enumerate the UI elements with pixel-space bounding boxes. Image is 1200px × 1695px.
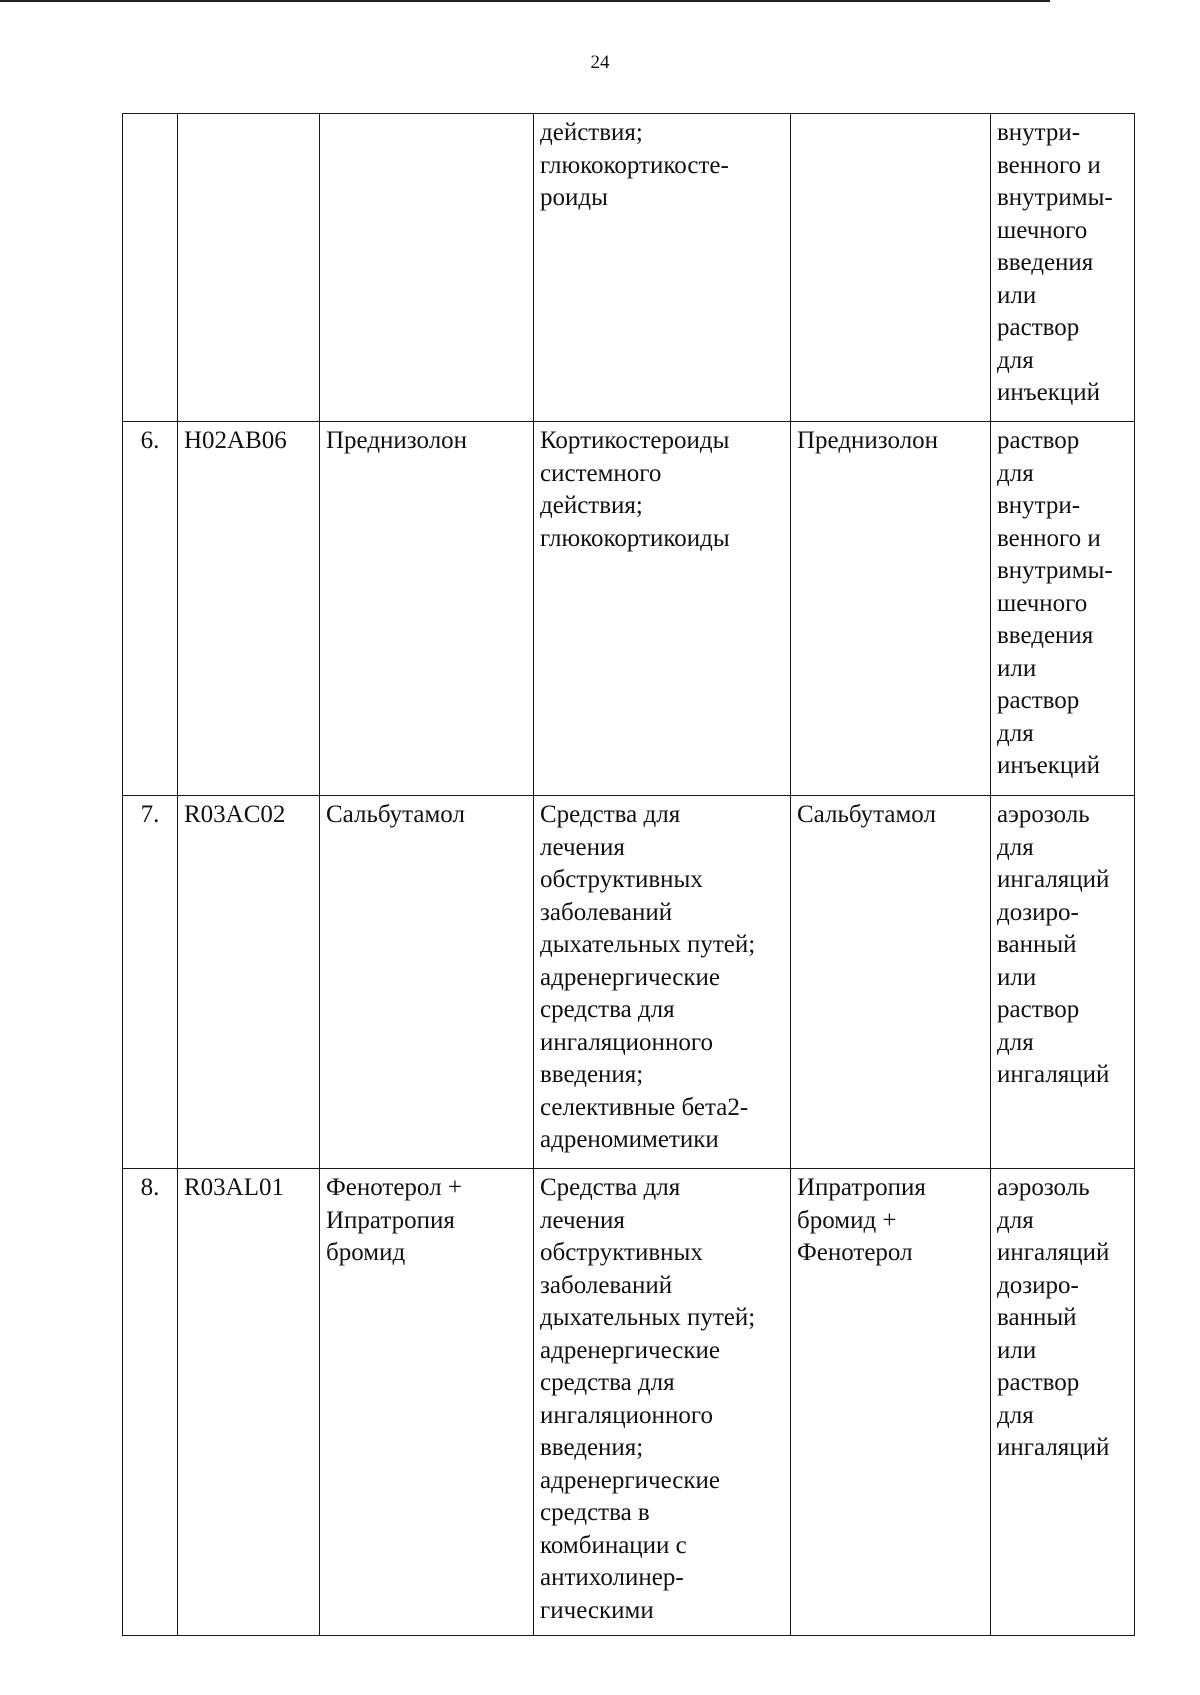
cell-line: средства для (540, 996, 675, 1023)
atc-code-cell: R03AC02 (178, 796, 320, 1169)
pharm-group-cell (534, 1169, 791, 1636)
cell-line: раствор (997, 314, 1080, 341)
trade-name-cell (791, 796, 991, 1169)
cell-line: бромид (326, 1239, 406, 1266)
cell-line: ингаляций (997, 1239, 1110, 1266)
cell-line: аэрозоль (997, 1174, 1090, 1201)
dosage-form-cell (991, 796, 1135, 1169)
cell-line: лечения (540, 833, 625, 861)
cell-line: введения (997, 622, 1094, 649)
cell-line: адренергические (540, 963, 721, 991)
cell-line: инъекций (997, 379, 1101, 406)
table-row (123, 422, 1135, 796)
cell-line: средства для (540, 1369, 675, 1396)
cell-line: адренергические (540, 1336, 721, 1364)
dosage-form-cell (991, 114, 1135, 422)
table-row (123, 796, 1135, 1169)
cell-line: глюкокортикоиды (540, 524, 730, 552)
cell-line: бромид + (797, 1206, 897, 1234)
cell-line: комбинации с (540, 1531, 687, 1559)
cell-line: антихолинер- (540, 1564, 684, 1591)
cell-line: внутримы- (997, 557, 1113, 584)
drug-table (122, 113, 1135, 1636)
trade-name-cell (791, 1169, 991, 1636)
cell-line: ингаляций (997, 866, 1110, 893)
cell-line: шечного (997, 589, 1088, 617)
drug-name-cell (320, 796, 534, 1169)
cell-line: средства в (540, 1499, 650, 1526)
page-number: 24 (590, 52, 610, 73)
cell-line: Сальбутамол (797, 801, 936, 828)
cell-line: глюкокортикосте- (540, 151, 729, 179)
row-number-cell: 8. (123, 1169, 178, 1636)
dosage-form-cell (991, 1169, 1135, 1636)
cell-line: для (997, 1206, 1034, 1234)
cell-line: венного и (997, 151, 1101, 179)
cell-line: Кортикостероиды (540, 427, 730, 454)
cell-line: раствор (997, 687, 1080, 714)
cell-line: введения; (540, 1061, 644, 1088)
cell-line: Фенотерол + (326, 1174, 462, 1201)
cell-line: Сальбутамол (326, 801, 465, 828)
pharm-group-cell (534, 796, 791, 1169)
atc-code-cell: H02AB06 (178, 422, 320, 796)
atc-code-cell: R03AL01 (178, 1169, 320, 1636)
cell-line: раствор (997, 427, 1080, 454)
cell-line: инъекций (997, 752, 1101, 779)
pharm-group-cell (534, 114, 791, 422)
cell-line: шечного (997, 216, 1088, 244)
trade-name-cell (791, 114, 991, 422)
cell-line: введения; (540, 1434, 644, 1461)
cell-line: ингаляционного (540, 1401, 713, 1429)
cell-line: введения (997, 249, 1094, 276)
cell-line: Средства для (540, 801, 681, 828)
cell-line: ванный (997, 1304, 1077, 1331)
cell-line: или (997, 1336, 1037, 1364)
cell-line: аэрозоль (997, 801, 1090, 828)
cell-line: внутримы- (997, 184, 1113, 211)
cell-line: дозиро- (997, 898, 1079, 926)
cell-line: для (997, 346, 1034, 374)
cell-line: действия; (540, 119, 643, 146)
row-number-cell: 7. (123, 796, 178, 1169)
cell-line: заболеваний (540, 1271, 673, 1299)
cell-line: ингаляционного (540, 1028, 713, 1056)
cell-line: Преднизолон (797, 427, 939, 454)
atc-code-cell (178, 114, 320, 422)
cell-line: для (997, 1401, 1034, 1429)
cell-line: обструктивных (540, 1239, 703, 1266)
table-row (123, 114, 1135, 422)
cell-line: обструктивных (540, 866, 703, 893)
cell-line: Преднизолон (326, 427, 468, 454)
cell-line: или (997, 281, 1037, 309)
cell-line: селективные бета2- (540, 1093, 749, 1121)
cell-line: Ипратропия (326, 1206, 455, 1234)
cell-line: действия; (540, 492, 643, 519)
row-number-cell: 6. (123, 422, 178, 796)
cell-line: для (997, 459, 1034, 487)
cell-line: Средства для (540, 1174, 681, 1201)
cell-line: для (997, 1028, 1034, 1056)
cell-line: или (997, 963, 1037, 991)
cell-line: для (997, 833, 1034, 861)
trade-name-cell (791, 422, 991, 796)
pharm-group-cell (534, 422, 791, 796)
cell-line: ванный (997, 931, 1077, 958)
cell-line: адреномиметики (540, 1126, 719, 1153)
cell-line: ингаляций (997, 1434, 1110, 1461)
drug-name-cell (320, 1169, 534, 1636)
cell-line: дыхательных путей; (540, 1304, 756, 1331)
page-top-edge (0, 0, 1050, 2)
cell-line: Ипратропия (797, 1174, 926, 1201)
table-body (123, 114, 1135, 1636)
cell-line: раствор (997, 1369, 1080, 1396)
cell-line: для (997, 719, 1034, 747)
cell-line: внутри- (997, 492, 1081, 519)
cell-line: лечения (540, 1206, 625, 1234)
cell-line: системного (540, 459, 662, 487)
dosage-form-cell (991, 422, 1135, 796)
cell-line: адренергические (540, 1466, 721, 1494)
cell-line: венного и (997, 524, 1101, 552)
cell-line: роиды (540, 184, 608, 211)
cell-line: гическими (540, 1596, 654, 1624)
cell-line: раствор (997, 996, 1080, 1023)
table-row (123, 1169, 1135, 1636)
cell-line: Фенотерол (797, 1239, 913, 1266)
row-number-cell (123, 114, 178, 422)
cell-line: ингаляций (997, 1061, 1110, 1088)
drug-name-cell (320, 422, 534, 796)
drug-name-cell (320, 114, 534, 422)
cell-line: или (997, 654, 1037, 682)
cell-line: заболеваний (540, 898, 673, 926)
cell-line: дозиро- (997, 1271, 1079, 1299)
cell-line: внутри- (997, 119, 1081, 146)
cell-line: дыхательных путей; (540, 931, 756, 958)
